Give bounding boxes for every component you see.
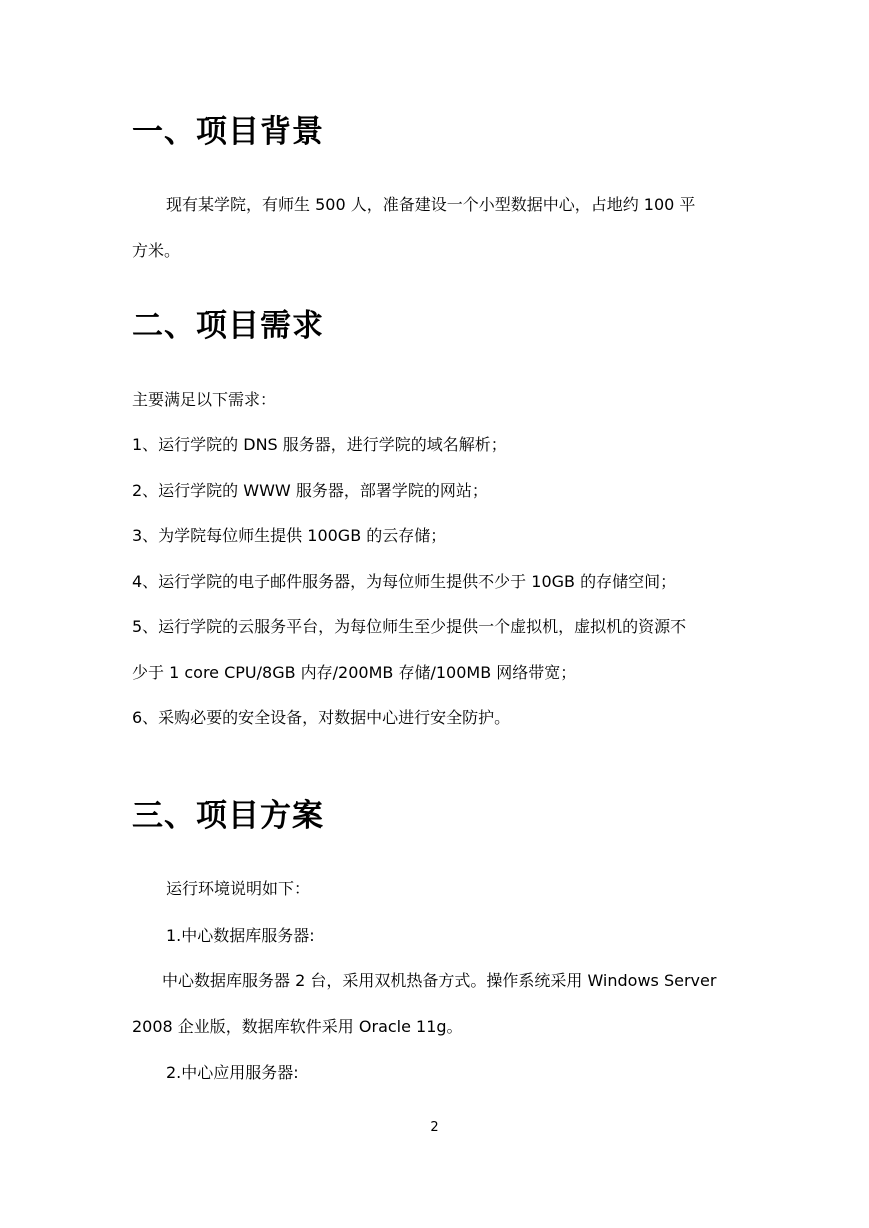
requirement-item: 4、运行学院的电子邮件服务器，为每位师生提供不少于 10GB 的存储空间； — [132, 572, 677, 591]
requirement-item: 6、采购必要的安全设备，对数据中心进行安全防护。 — [132, 708, 511, 727]
section-heading-solution: 三、项目方案 — [132, 798, 324, 834]
solution-subheading: 2.中心应用服务器: — [166, 1063, 299, 1082]
requirement-item: 2、运行学院的 WWW 服务器，部署学院的网站； — [132, 481, 488, 500]
solution-line: 运行环境说明如下： — [166, 879, 311, 898]
solution-subheading: 1.中心数据库服务器: — [166, 926, 315, 945]
solution-line: 2008 企业版，数据库软件采用 Oracle 11g。 — [132, 1017, 463, 1036]
background-paragraph-line-1: 现有某学院，有师生 500 人，准备建设一个小型数据中心，占地约 100 平 — [166, 195, 696, 214]
page-number: 2 — [430, 1120, 439, 1135]
requirement-item: 3、为学院每位师生提供 100GB 的云存储； — [132, 526, 447, 545]
requirement-item-continuation: 少于 1 core CPU/8GB 内存/200MB 存储/100MB 网络带宽； — [132, 663, 577, 682]
section-heading-requirements: 二、项目需求 — [132, 308, 324, 344]
background-paragraph-line-2: 方米。 — [132, 241, 181, 260]
section-heading-background: 一、项目背景 — [132, 114, 324, 150]
requirements-intro: 主要满足以下需求： — [132, 390, 277, 409]
requirement-item: 1、运行学院的 DNS 服务器，进行学院的域名解析； — [132, 435, 507, 454]
solution-line: 中心数据库服务器 2 台，采用双机热备方式。操作系统采用 Windows Server — [162, 971, 717, 990]
requirement-item: 5、运行学院的云服务平台，为每位师生至少提供一个虚拟机，虚拟机的资源不 — [132, 617, 687, 636]
